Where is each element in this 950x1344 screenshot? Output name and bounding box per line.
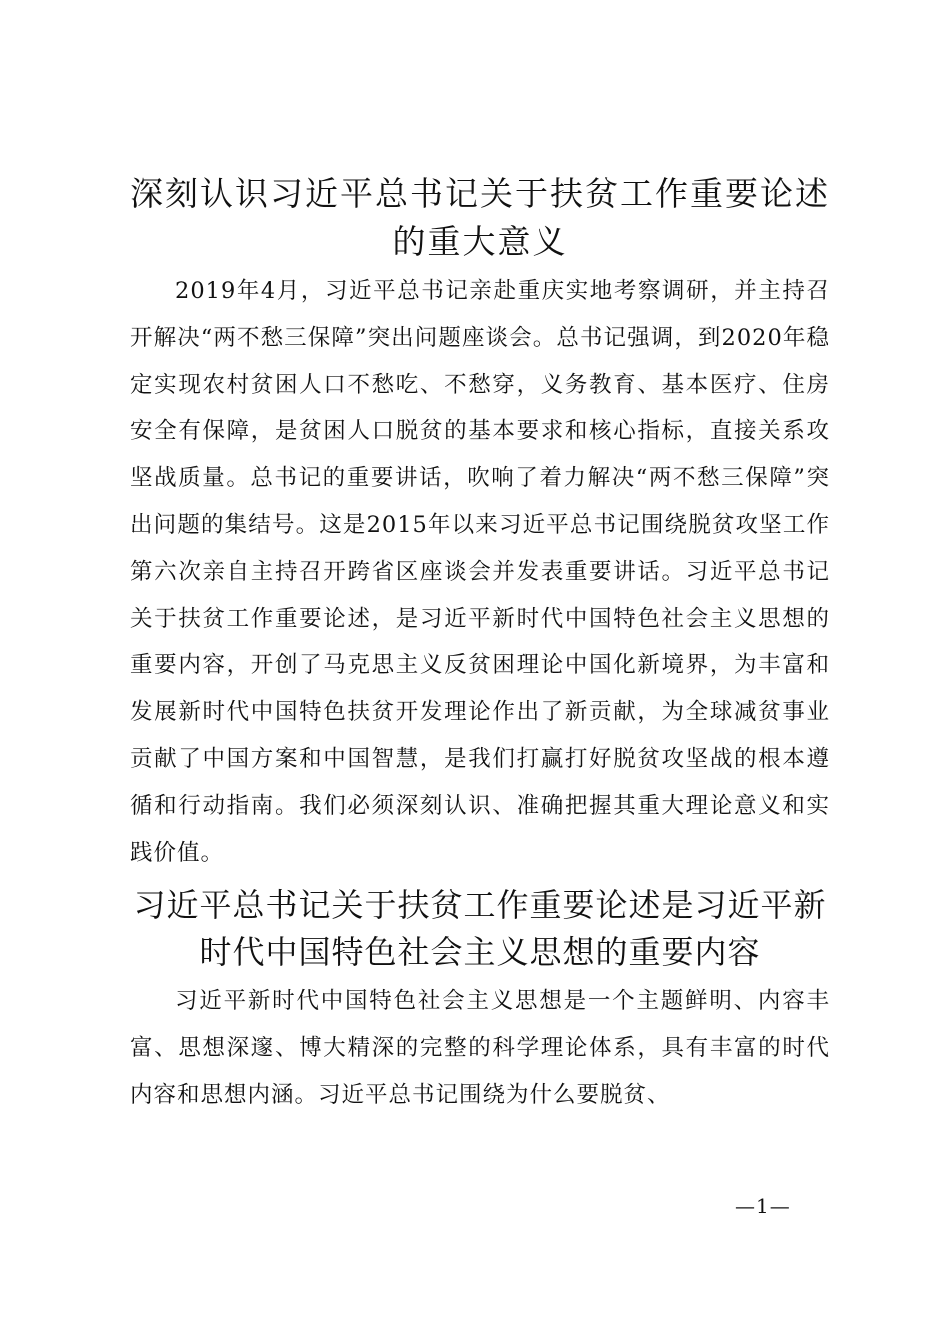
- body-paragraph-1: 2019年4月，习近平总书记亲赴重庆实地考察调研，并主持召开解决“两不愁三保障”突出问题座谈会。总书记强调，到2020年稳定实现农村贫困人口不愁吃、不愁穿，义务教育、基本医疗、住房安全有保障，是贫困人口脱贫的基本要求和核心指标，直接关系攻坚战质量。总书记的重要讲话，吹响了着力解决“两不愁三保障”突出问题的集结号。这是2015年以来习近平总书记围绕脱贫攻坚工作第六次亲自主持召开跨省区座谈会并发表重要讲话。习近平总书记关于扶贫工作重要论述，是习近平新时代中国特色社会主义思想的重要内容，开创了马克思主义反贫困理论中国化新境界，为丰富和发展新时代中国特色扶贫开发理论作出了新贡献，为全球减贫事业贡献了中国方案和中国智慧，是我们打赢打好脱贫攻坚战的根本遵循和行动指南。我们必须深刻认识、准确把握其重大理论意义和实践价值。: [130, 278, 830, 866]
- body-paragraph-2: 习近平新时代中国特色社会主义思想是一个主题鲜明、内容丰富、思想深邃、博大精深的完整的科学理论体系，具有丰富的时代内容和思想内涵。习近平总书记围绕为什么要脱贫、: [130, 988, 830, 1108]
- document-title: 深刻认识习近平总书记关于扶贫工作重要论述的重大意义: [130, 174, 830, 261]
- page-number: —1—: [735, 1194, 791, 1218]
- document-body: [130, 170, 830, 1119]
- section-heading: 习近平总书记关于扶贫工作重要论述是习近平新时代中国特色社会主义思想的重要内容: [133, 886, 827, 972]
